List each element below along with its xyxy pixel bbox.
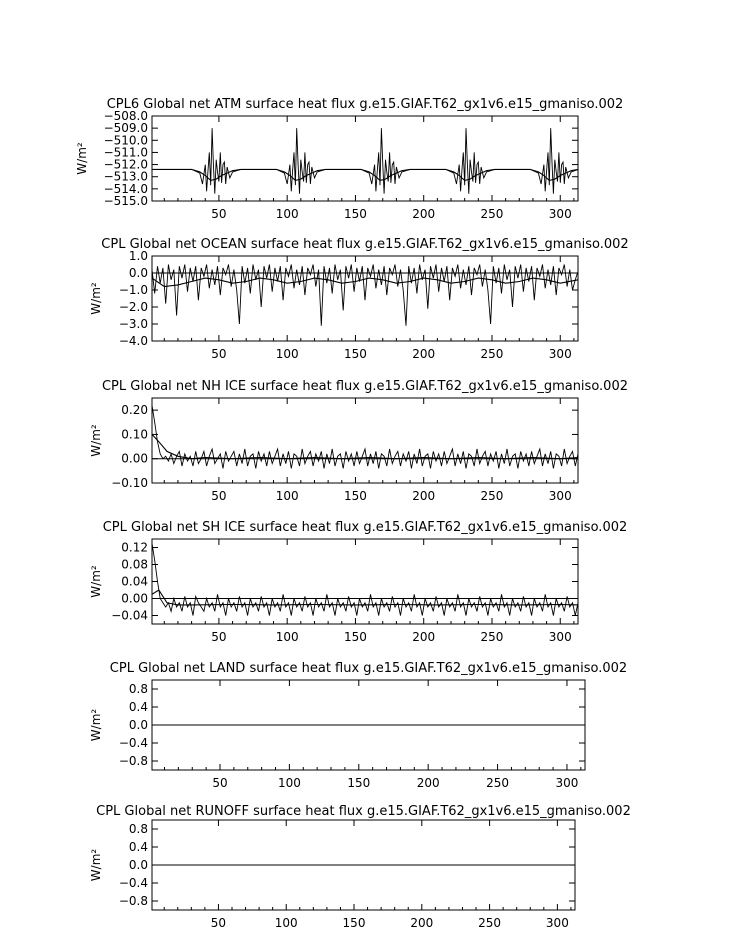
y-tick-label: 0.0 xyxy=(128,718,148,732)
x-tick-label: 50 xyxy=(211,489,227,503)
x-tick-label: 300 xyxy=(548,347,572,361)
y-tick-label: 0.20 xyxy=(121,403,148,418)
plot-frame xyxy=(152,398,578,483)
y-tick-label: 0.00 xyxy=(121,451,148,466)
y-tick-label: 0.12 xyxy=(121,540,148,555)
chart-panel-5 xyxy=(89,661,627,790)
y-tick-label: −510.0 xyxy=(103,133,148,148)
y-tick-label: 0.08 xyxy=(121,557,148,572)
x-tick-label: 250 xyxy=(486,776,510,790)
x-tick-label: 150 xyxy=(342,916,366,930)
y-tick-label: 0.8 xyxy=(128,822,148,836)
x-tick-label: 300 xyxy=(548,489,572,503)
y-tick-label: −0.04 xyxy=(111,608,148,623)
chart-panel-4 xyxy=(89,520,627,644)
y-tick-label: −508.0 xyxy=(103,109,148,123)
x-tick-label: 100 xyxy=(275,630,299,644)
y-tick-label: −3.0 xyxy=(118,317,148,331)
chart-title: CPL Global net RUNOFF surface heat flux g.e15.GIAF.T62_gx1v6.e15_gmaniso.002 xyxy=(96,804,631,819)
x-tick-label: 150 xyxy=(343,347,367,361)
x-tick-label: 50 xyxy=(211,347,227,361)
y-axis-label: W/m² xyxy=(89,424,103,457)
y-tick-label: −0.8 xyxy=(118,754,148,768)
x-tick-label: 50 xyxy=(211,207,227,221)
chart-panel-3 xyxy=(89,379,628,503)
y-tick-label: −512.0 xyxy=(103,157,148,172)
x-tick-label: 200 xyxy=(410,916,434,930)
x-tick-label: 100 xyxy=(275,207,299,221)
x-tick-label: 50 xyxy=(210,916,227,930)
y-tick-label: −4.0 xyxy=(118,334,148,348)
plot-frame xyxy=(152,539,578,624)
y-tick-label: −509.0 xyxy=(103,121,148,136)
y-tick-label: −0.10 xyxy=(111,476,148,490)
chart-title: CPL6 Global net ATM surface heat flux g.e15.GIAF.T62_gx1v6.e15_gmaniso.002 xyxy=(106,97,624,112)
x-tick-label: 100 xyxy=(275,489,299,503)
x-tick-label: 100 xyxy=(274,916,298,930)
y-tick-label: 1.0 xyxy=(128,249,148,263)
y-tick-label: 0.4 xyxy=(128,840,148,854)
plot-frame xyxy=(152,116,578,201)
chart-title: CPL Global net OCEAN surface heat flux g.e15.GIAF.T62_gx1v6.e15_gmaniso.002 xyxy=(101,237,629,252)
x-tick-label: 50 xyxy=(212,776,228,790)
chart-title: CPL Global net SH ICE surface heat flux g.e15.GIAF.T62_gx1v6.e15_gmaniso.002 xyxy=(102,520,628,535)
x-tick-label: 300 xyxy=(548,207,572,221)
y-axis-label: W/m² xyxy=(89,708,103,742)
x-tick-label: 150 xyxy=(343,489,367,503)
x-tick-label: 300 xyxy=(545,916,569,930)
chart-title: CPL Global net LAND surface heat flux g.e15.GIAF.T62_gx1v6.e15_gmaniso.002 xyxy=(109,661,628,676)
y-tick-label: 0.0 xyxy=(128,266,148,280)
series-line-monthly xyxy=(152,128,578,194)
y-tick-label: −513.0 xyxy=(103,169,148,184)
x-tick-label: 250 xyxy=(478,916,502,930)
chart-panel-6 xyxy=(89,804,631,930)
x-tick-label: 200 xyxy=(416,776,440,790)
x-tick-label: 250 xyxy=(480,207,504,221)
y-tick-label: −515.0 xyxy=(103,194,148,208)
y-tick-label: 0.00 xyxy=(121,591,148,606)
y-axis-label: W/m² xyxy=(89,565,103,598)
x-tick-label: 100 xyxy=(275,347,299,361)
x-tick-label: 100 xyxy=(277,776,301,790)
chart-title: CPL Global net NH ICE surface heat flux g.e15.GIAF.T62_gx1v6.e15_gmaniso.002 xyxy=(101,379,629,394)
y-tick-label: −0.8 xyxy=(118,894,148,908)
x-tick-label: 300 xyxy=(548,630,572,644)
x-tick-label: 250 xyxy=(480,347,504,361)
x-tick-label: 200 xyxy=(412,207,436,221)
y-tick-label: 0.0 xyxy=(128,858,148,872)
y-tick-label: 0.04 xyxy=(121,574,148,589)
x-tick-label: 150 xyxy=(343,630,367,644)
y-tick-label: −1.0 xyxy=(118,283,148,297)
series-line-monthly xyxy=(152,265,578,326)
x-tick-label: 200 xyxy=(412,347,436,361)
x-tick-label: 150 xyxy=(347,776,371,790)
y-tick-label: −0.4 xyxy=(118,736,148,750)
y-tick-label: −2.0 xyxy=(118,300,148,314)
y-axis-label: W/m² xyxy=(89,848,103,882)
y-tick-label: −514.0 xyxy=(103,181,148,196)
y-axis-label: W/m² xyxy=(89,282,103,315)
x-tick-label: 200 xyxy=(412,630,436,644)
x-tick-label: 200 xyxy=(412,489,436,503)
y-axis-label: W/m² xyxy=(75,142,89,175)
y-tick-label: −0.4 xyxy=(118,876,148,890)
x-tick-label: 300 xyxy=(555,776,579,790)
chart-panel-1 xyxy=(75,97,623,221)
x-tick-label: 50 xyxy=(211,630,227,644)
y-tick-label: −511.0 xyxy=(103,145,148,160)
chart-panel-2 xyxy=(89,237,629,361)
x-tick-label: 150 xyxy=(343,207,367,221)
y-tick-label: 0.4 xyxy=(128,700,148,714)
x-tick-label: 250 xyxy=(480,489,504,503)
x-tick-label: 250 xyxy=(480,630,504,644)
y-tick-label: 0.8 xyxy=(128,682,148,696)
y-tick-label: 0.10 xyxy=(121,427,148,442)
